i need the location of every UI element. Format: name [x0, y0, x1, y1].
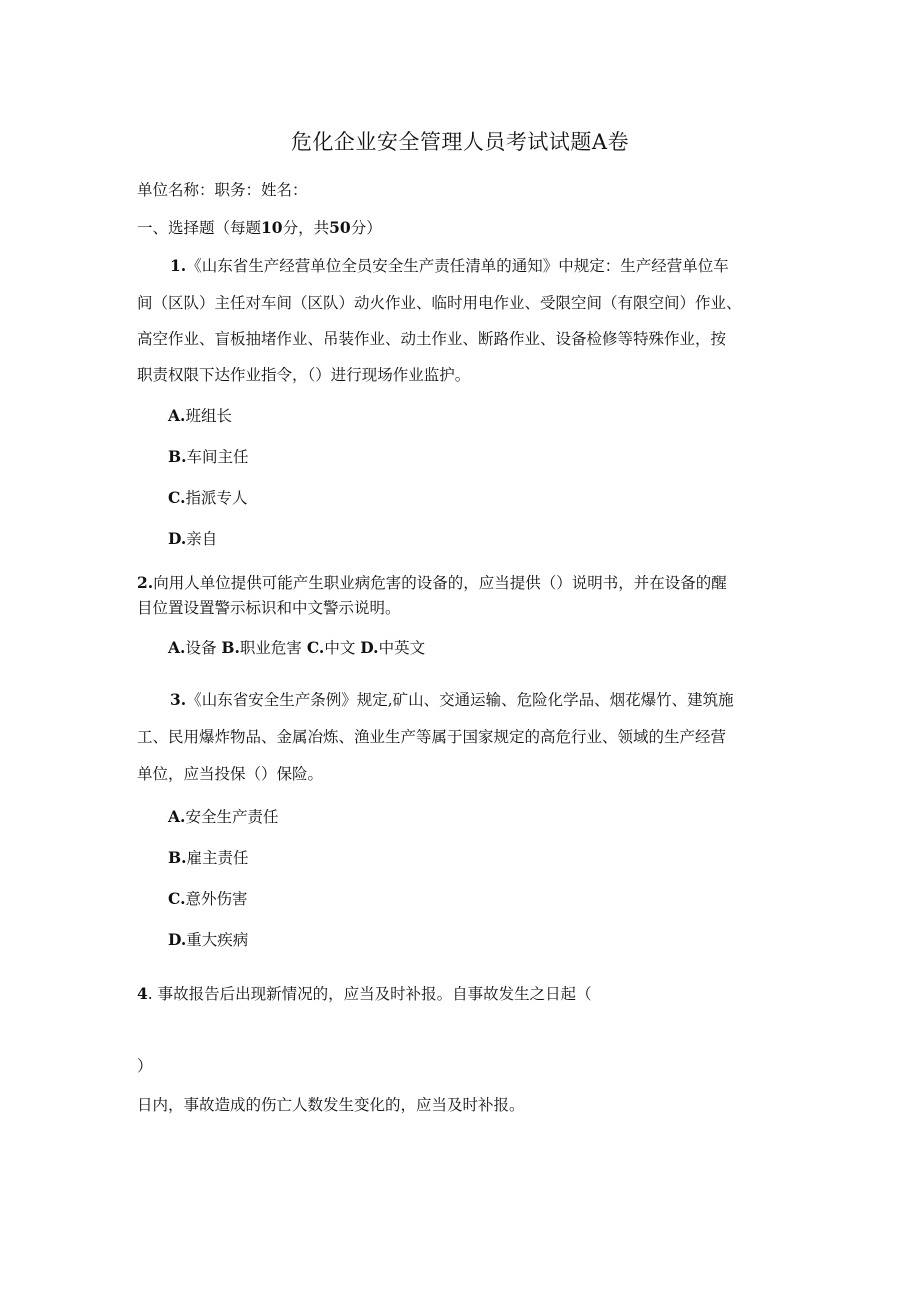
question-1-option-b[interactable]: B.车间主任	[168, 447, 249, 466]
question-3-option-c[interactable]: C.意外伤害	[168, 889, 248, 908]
section-heading	[137, 218, 382, 238]
question-4-number: 4	[137, 984, 148, 1003]
question-1-option-a[interactable]: A.班组长	[168, 406, 232, 425]
question-2-option-b-letter[interactable]: B.	[221, 638, 240, 657]
question-4-line-1: 4. 事故报告后出现新情况的，应当及时补报。自事故发生之日起（	[137, 984, 592, 1003]
question-1-number: 1.	[170, 256, 187, 275]
question-3-option-d[interactable]: D.重大疾病	[168, 930, 249, 949]
question-2-option-a-letter[interactable]: A.	[168, 638, 186, 657]
question-1-line-4: 职责权限下达作业指令，（）进行现场作业监护。	[137, 366, 471, 384]
question-2-number: 2.	[137, 573, 154, 592]
question-1-line-2: 间（区队）主任对车间（区队）动火作业、临时用电作业、受限空间（有限空间）作业、	[137, 294, 742, 312]
question-3-line-1: 3.《山东省安全生产条例》规定,矿山、交通运输、危险化学品、烟花爆竹、建筑施	[170, 690, 734, 709]
question-4-line-2: ）	[137, 1057, 153, 1075]
question-2-line-2: 目位置设置警示标识和中文警示说明。	[137, 599, 401, 617]
question-1-option-c[interactable]: C.指派专人	[168, 488, 248, 507]
question-1-line-3: 高空作业、盲板抽堵作业、吊装作业、动土作业、断路作业、设备检修等特殊作业，按	[137, 330, 727, 348]
question-3-number: 3.	[170, 690, 187, 709]
question-3-line-3: 单位，应当投保（）保险。	[137, 765, 324, 783]
info-line: 单位名称：职务：姓名：	[137, 181, 308, 199]
section-suffix: 分）	[350, 219, 382, 237]
section-per-score: 10	[261, 218, 283, 237]
question-3-line-2: 工、民用爆炸物品、金属冶炼、渔业生产等属于国家规定的高危行业、领域的生产经营	[137, 728, 727, 746]
question-2-options: A.设备 B.职业危害 C.中文 D.中英文	[168, 638, 426, 657]
question-4-line-3: 日内，事故造成的伤亡人数发生变化的，应当及时补报。	[137, 1096, 525, 1114]
question-2-line-1: 2.向用人单位提供可能产生职业病危害的设备的，应当提供（）说明书，并在设备的醒	[137, 573, 727, 592]
question-3-option-b[interactable]: B.雇主责任	[168, 848, 249, 867]
question-2-option-c-letter[interactable]: C.	[306, 638, 325, 657]
question-1-option-d[interactable]: D.亲自	[168, 529, 218, 548]
question-1-line-1: 1.《山东省生产经营单位全员安全生产责任清单的通知》中规定：生产经营单位车	[170, 256, 729, 275]
section-prefix: 一、选择题（每题	[137, 219, 262, 237]
question-2-option-d-letter[interactable]: D.	[360, 638, 379, 657]
page-title: 危化企业安全管理人员考试试题A卷	[290, 130, 630, 154]
section-total-score: 50	[329, 218, 351, 237]
question-3-option-a[interactable]: A.安全生产责任	[168, 807, 279, 826]
section-mid: 分，共	[282, 219, 330, 237]
